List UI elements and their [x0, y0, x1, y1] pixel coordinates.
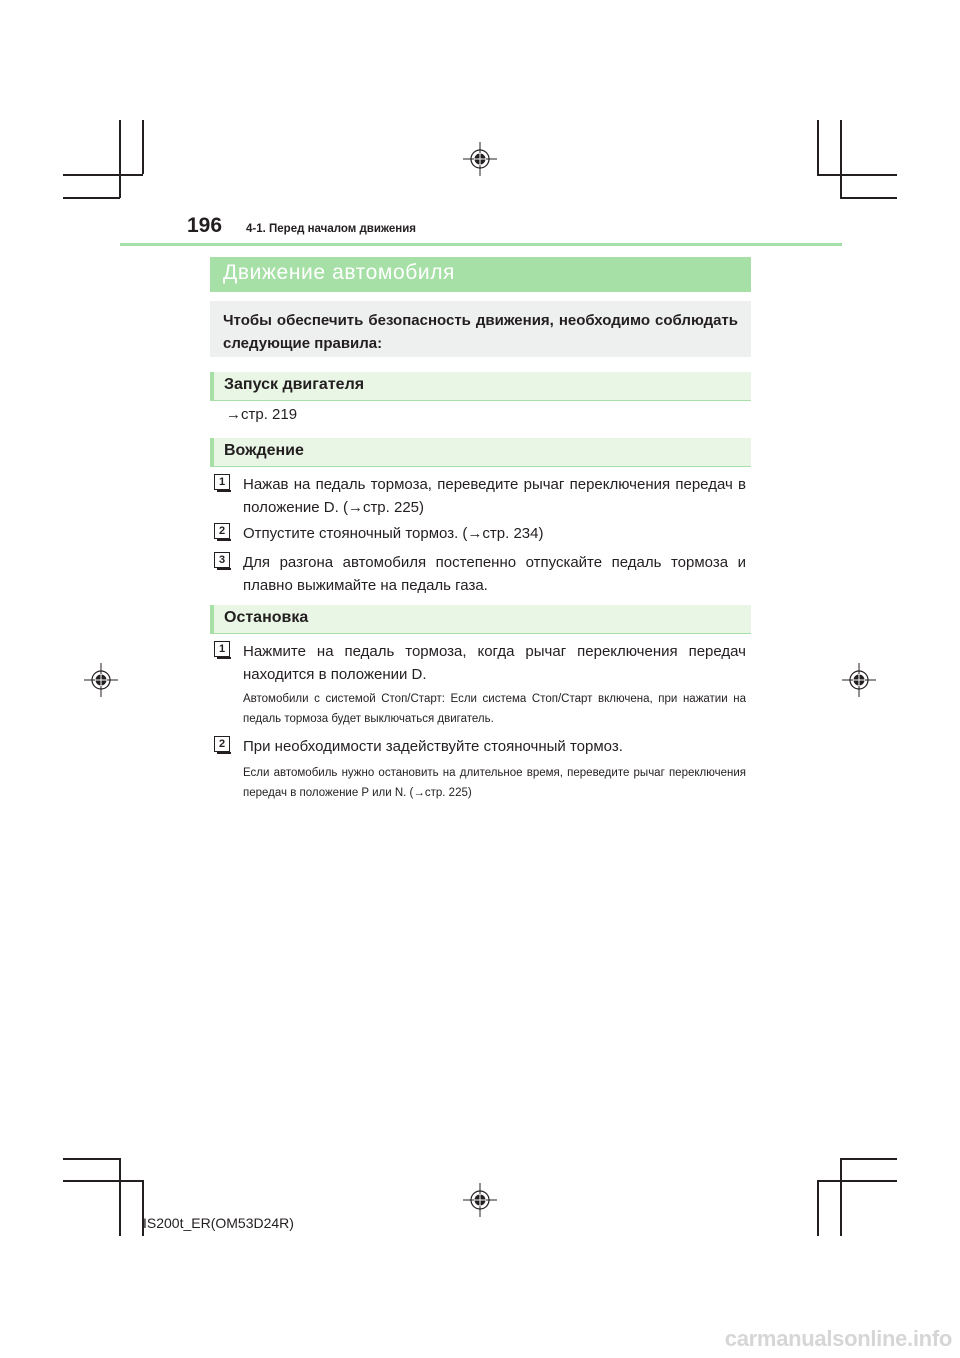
step-text: Отпустите стояночный тормоз. (→стр. 234)	[243, 525, 544, 542]
step-text: Нажав на педаль тормоза, переведите рычаг переключения передач в положение D. (→стр. 225)	[243, 476, 746, 516]
document-code: IS200t_ER(OM53D24R)	[143, 1215, 294, 1231]
watermark: carmanualsonline.info	[724, 1326, 952, 1351]
step-number: 2	[214, 736, 230, 752]
crop-mark	[63, 1158, 120, 1160]
crop-mark	[119, 1158, 121, 1236]
page-title: Движение автомобиля	[223, 261, 456, 284]
subsection-title: Остановка	[224, 609, 309, 626]
step-text: При необходимости задействуйте стояночный тормоз.	[243, 738, 623, 755]
intro-box	[210, 301, 751, 357]
crop-mark	[817, 174, 897, 176]
step-number: 3	[214, 552, 230, 568]
registration-mark-icon	[84, 663, 118, 697]
registration-mark-icon	[463, 142, 497, 176]
crop-mark	[840, 120, 842, 198]
page-number: 196	[187, 214, 223, 237]
crop-mark	[840, 197, 897, 199]
subsection-heading	[210, 605, 751, 634]
header-divider	[120, 243, 842, 246]
page-reference-link[interactable]: →стр. 219	[226, 406, 298, 423]
step-number: 1	[214, 641, 230, 657]
crop-mark	[817, 120, 819, 174]
step-number: 1	[214, 474, 230, 490]
subsection-heading	[210, 438, 751, 467]
page-title-banner	[210, 257, 751, 292]
step-number: 2	[214, 523, 230, 539]
crop-mark	[63, 174, 143, 176]
crop-mark	[63, 1180, 143, 1182]
subsection-title: Вождение	[224, 442, 304, 459]
step-note: Автомобили с системой Стоп/Старт: Если система Стоп/Старт включена, при нажатии на педаль тормоза будет выключаться двигатель.	[243, 693, 746, 725]
registration-mark-icon	[842, 663, 876, 697]
subsection-title: Запуск двигателя	[224, 376, 365, 393]
crop-mark	[840, 1158, 842, 1236]
step-text: Нажмите на педаль тормоза, когда рычаг переключения передач находится в положении D.	[243, 643, 746, 683]
crop-mark	[840, 1158, 897, 1160]
step-note: Если автомобиль нужно остановить на длительное время, переведите рычаг переключения передач в положение P или N. (→стр. 225)	[243, 767, 746, 799]
crop-mark	[119, 120, 121, 198]
crop-mark	[142, 120, 144, 174]
crop-mark	[63, 197, 120, 199]
subsection-heading	[210, 372, 751, 401]
registration-mark-icon	[463, 1183, 497, 1217]
step-text: Для разгона автомобиля постепенно отпускайте педаль тормоза и плавно выжимайте на педаль газа.	[243, 554, 746, 594]
intro-text: Чтобы обеспечить безопасность движения, необходимо соблюдать следующие правила:	[223, 312, 738, 352]
crop-mark	[817, 1180, 897, 1182]
crop-mark	[817, 1180, 819, 1236]
section-header-title: 4-1. Перед началом движения	[246, 223, 417, 235]
